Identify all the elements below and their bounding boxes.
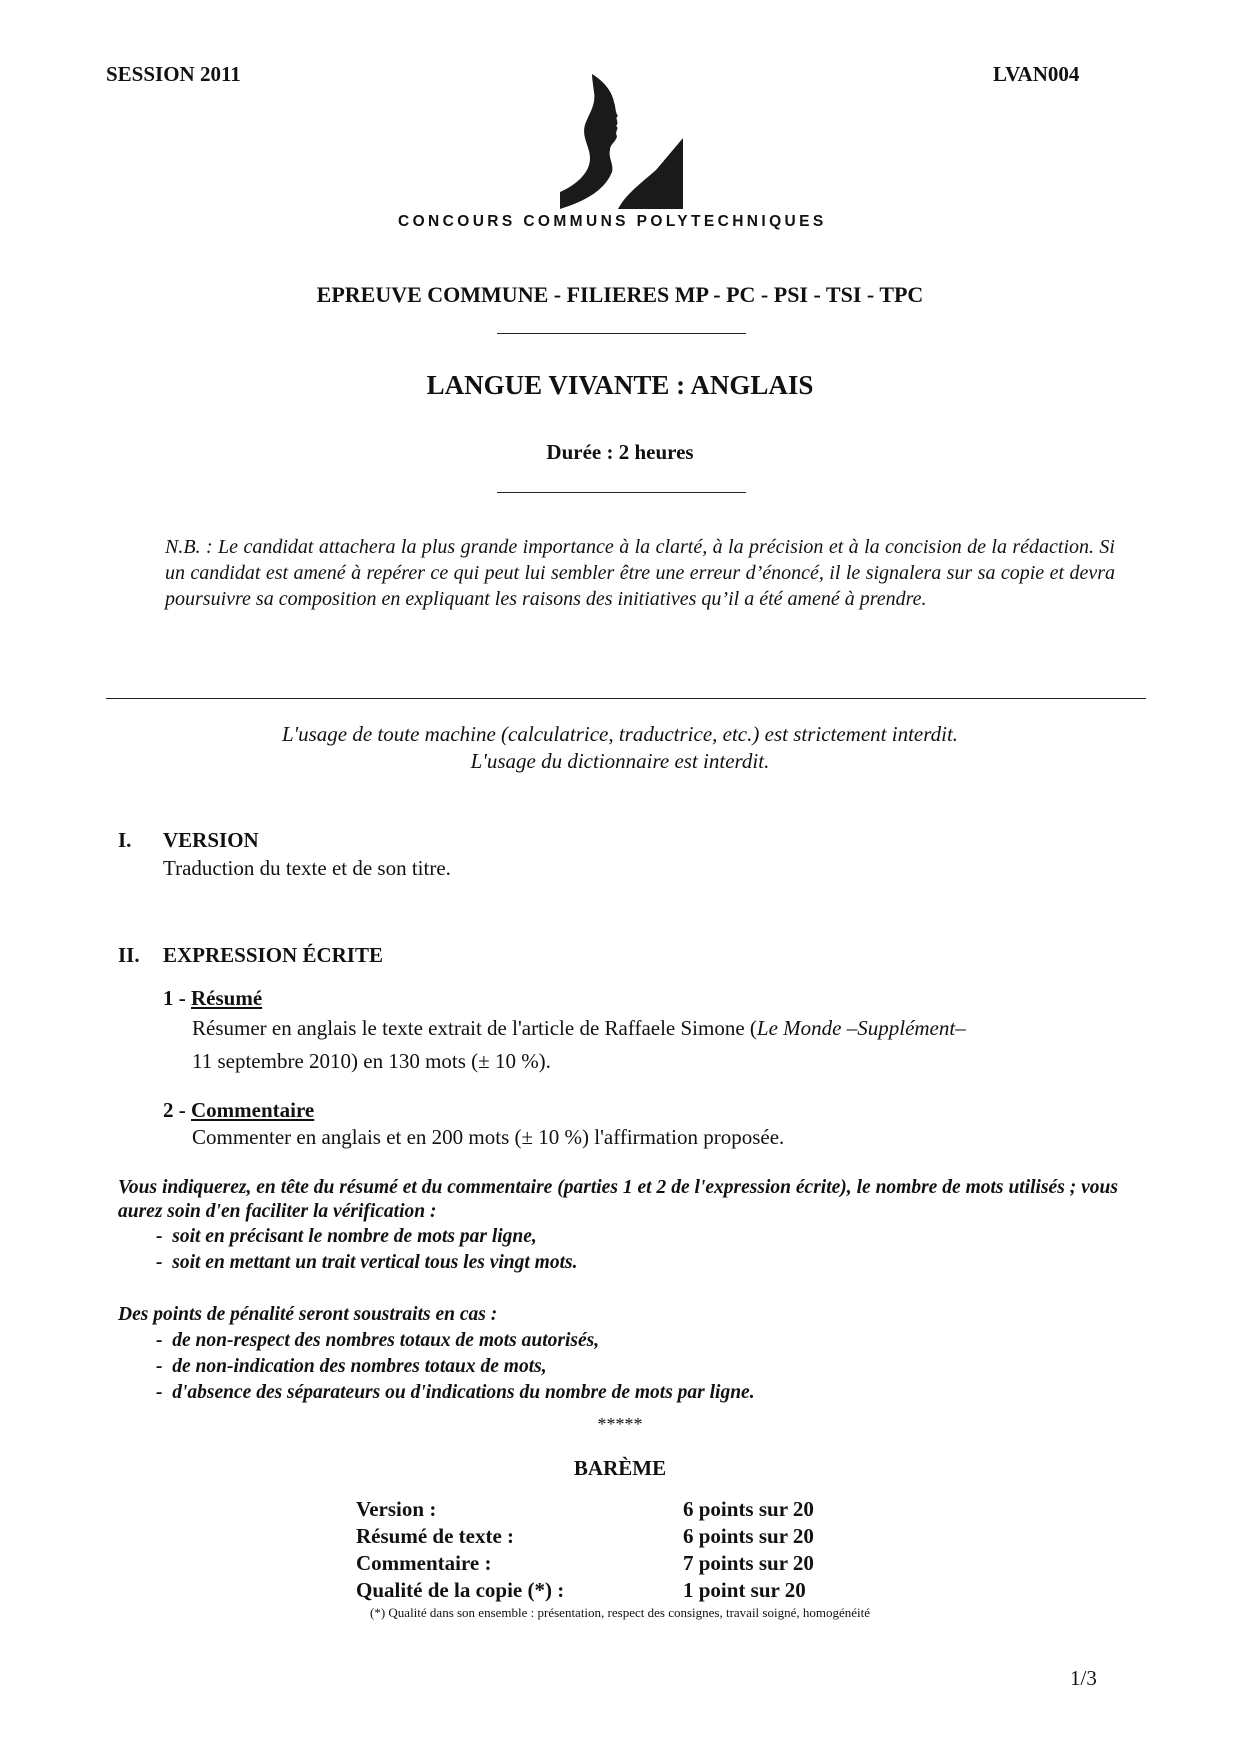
logo-text: CONCOURS COMMUNS POLYTECHNIQUES xyxy=(398,213,827,230)
penalties-intro: Des points de pénalité seront soustraits en cas : xyxy=(118,1304,498,1325)
commentaire-heading xyxy=(163,1098,314,1123)
logo-emblem xyxy=(560,74,685,209)
instruction-item: - soit en précisant le nombre de mots par ligne, xyxy=(156,1226,537,1247)
instruction-item-text: soit en mettant un trait vertical tous les vingt mots. xyxy=(172,1252,578,1273)
resume-heading xyxy=(163,986,262,1011)
section1-text: Traduction du texte et de son titre. xyxy=(163,856,451,880)
section2-number: II. xyxy=(118,943,140,967)
dictionary-rule: L'usage du dictionnaire est interdit. xyxy=(470,749,770,773)
bareme-points: 1 point sur 20 xyxy=(683,1578,806,1602)
bareme-points: 7 points sur 20 xyxy=(683,1551,814,1575)
bareme-label: Version : xyxy=(356,1497,437,1521)
resume-title: Résumé xyxy=(191,986,263,1010)
bareme-points: 6 points sur 20 xyxy=(683,1497,814,1521)
duration: Durée : 2 heures xyxy=(546,440,694,464)
section2-title: EXPRESSION ÉCRITE xyxy=(163,943,383,967)
section1-number: I. xyxy=(118,828,132,852)
bareme-label: Résumé de texte : xyxy=(356,1524,515,1548)
bareme-label: Commentaire : xyxy=(356,1551,492,1575)
penalty-item: - de non-respect des nombres totaux de mots autorisés, xyxy=(156,1330,600,1351)
title-rule-2 xyxy=(497,492,746,493)
nb-paragraph: N.B. : Le candidat attachera la plus grande importance à la clarté, à la précision et à la concision de la rédaction. Si un candidat est amené à repérer ce qui peut lui sembler être une erreur d’énoncé, il le signalera sur sa copie et devra poursuivre sa composition en expliquant les raisons des initiatives qu’il a été amené à prendre. xyxy=(165,536,1115,610)
bareme-label: Qualité de la copie (*) : xyxy=(356,1578,565,1602)
section1-title: VERSION xyxy=(163,828,259,852)
commentaire-title: Commentaire xyxy=(191,1098,315,1122)
instructions-intro: Vous indiquerez, en tête du résumé et du commentaire (parties 1 et 2 de l'expression écrite), le nombre de mots utilisés ; vous aurez soin d'en faciliter la vérification : xyxy=(118,1177,1118,1222)
epreuve-heading: EPREUVE COMMUNE - FILIERES MP - PC - PSI - TSI - TPC xyxy=(316,282,924,307)
resume-text xyxy=(192,1012,1142,1078)
resume-prefix: 1 - xyxy=(163,986,191,1010)
commentaire-prefix: 2 - xyxy=(163,1098,191,1122)
title-rule-1 xyxy=(497,333,746,334)
session-label: SESSION 2011 xyxy=(106,62,241,86)
commentaire-text: Commenter en anglais et en 200 mots (± 10 %) l'affirmation proposée. xyxy=(192,1125,785,1149)
exam-code: LVAN004 xyxy=(993,62,1080,86)
bareme-note: (*) Qualité dans son ensemble : présentation, respect des consignes, travail soigné, homogénéité xyxy=(370,1605,870,1620)
instruction-item: - soit en mettant un trait vertical tous les vingt mots. xyxy=(156,1252,578,1273)
penalty-item-text: de non-respect des nombres totaux de mots autorisés, xyxy=(172,1330,600,1351)
resume-text-end: 11 septembre 2010) en 130 mots (± 10 %). xyxy=(192,1049,551,1073)
page-title: LANGUE VIVANTE : ANGLAIS xyxy=(426,370,814,400)
stars-separator: ***** xyxy=(597,1414,643,1434)
bareme-title: BARÈME xyxy=(573,1456,667,1480)
instruction-item-text: soit en précisant le nombre de mots par ligne, xyxy=(172,1226,537,1247)
penalty-item: - de non-indication des nombres totaux de mots, xyxy=(156,1356,547,1377)
penalty-item-text: d'absence des séparateurs ou d'indications du nombre de mots par ligne. xyxy=(172,1382,755,1403)
resume-source: Le Monde –Supplément– xyxy=(756,1016,966,1040)
penalty-item-text: de non-indication des nombres totaux de mots, xyxy=(172,1356,547,1377)
page-number: 1/3 xyxy=(1070,1666,1097,1690)
bareme-points: 6 points sur 20 xyxy=(683,1524,814,1548)
machine-rule: L'usage de toute machine (calculatrice, traductrice, etc.) est strictement interdit. xyxy=(281,722,959,746)
penalty-item: - d'absence des séparateurs ou d'indications du nombre de mots par ligne. xyxy=(156,1382,755,1403)
resume-text-start: Résumer en anglais le texte extrait de l'article de Raffaele Simone ( xyxy=(192,1016,757,1040)
page-rule xyxy=(106,698,1146,699)
